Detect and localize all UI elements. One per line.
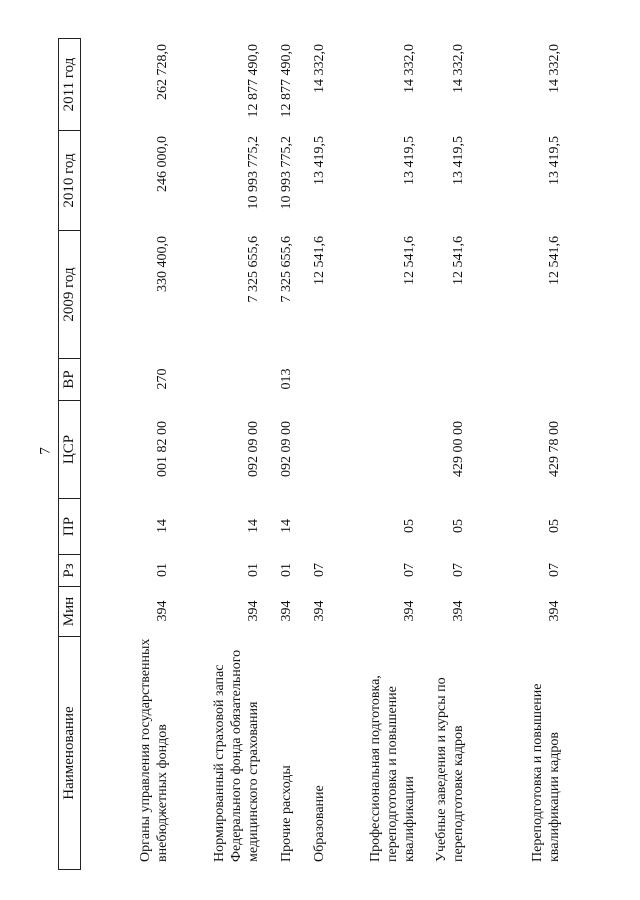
row-min: 394 <box>402 600 417 622</box>
row-csr: 092 09 00 <box>279 421 294 477</box>
row-pr: 14 <box>279 519 294 533</box>
row-2009: 7 325 655,6 <box>279 236 294 303</box>
row-name: Профессиональная подготовка, переподготовка и повышение квалификации <box>368 675 417 862</box>
row-pr: 14 <box>155 519 170 533</box>
row-csr: 429 78 00 <box>547 421 562 477</box>
header-2011: 2011 год <box>59 38 80 130</box>
row-csr: 092 09 00 <box>246 421 261 477</box>
table-row <box>425 38 467 870</box>
row-2009: 12 541,6 <box>547 236 562 285</box>
row-name: Учебные заведения и курсы по переподготовке кадров <box>434 677 466 862</box>
row-rz: 01 <box>279 563 294 577</box>
row-2011: 12 877 490,0 <box>279 44 294 118</box>
row-2011: 262 728,0 <box>155 44 170 100</box>
row-2011: 14 332,0 <box>451 44 466 93</box>
row-pr: 05 <box>402 519 417 533</box>
row-2009: 12 541,6 <box>402 236 417 285</box>
row-rz: 07 <box>547 563 562 577</box>
header-name: Наименование <box>59 636 80 870</box>
row-rz: 07 <box>312 563 327 577</box>
row-csr: 001 82 00 <box>155 421 170 477</box>
header-2010: 2010 год <box>59 130 80 230</box>
row-2011: 12 877 490,0 <box>246 44 261 118</box>
row-2010: 13 419,5 <box>312 136 327 185</box>
row-name: Образование <box>312 785 327 862</box>
row-min: 394 <box>451 600 466 622</box>
row-2010: 10 993 775,2 <box>279 136 294 210</box>
row-2009: 330 400,0 <box>155 236 170 292</box>
row-rz: 07 <box>402 563 417 577</box>
header-pr: ПР <box>59 498 80 554</box>
header-rz: Рз <box>59 554 80 586</box>
row-csr: 429 00 00 <box>451 421 466 477</box>
table-row <box>346 38 418 870</box>
header-csr: ЦСР <box>59 400 80 498</box>
row-vr: 013 <box>279 368 294 390</box>
row-2011: 14 332,0 <box>547 44 562 93</box>
row-2010: 246 000,0 <box>155 136 170 192</box>
row-min: 394 <box>547 600 562 622</box>
row-2010: 13 419,5 <box>547 136 562 185</box>
row-name: Нормированный страховой запас Федерального фонда обязательного медицинского страхования <box>212 649 261 862</box>
row-rz: 01 <box>155 563 170 577</box>
row-rz: 07 <box>451 563 466 577</box>
header-vr: ВР <box>59 358 80 400</box>
row-2011: 14 332,0 <box>312 44 327 93</box>
row-2010: 13 419,5 <box>402 136 417 185</box>
row-pr: 05 <box>547 519 562 533</box>
row-2010: 13 419,5 <box>451 136 466 185</box>
row-name: Органы управления государственных внебюджетных фондов <box>138 638 170 862</box>
table-row <box>95 38 171 870</box>
row-min: 394 <box>312 600 327 622</box>
row-2010: 10 993 775,2 <box>246 136 261 210</box>
row-pr: 14 <box>246 519 261 533</box>
row-2009: 12 541,6 <box>451 236 466 285</box>
table-row <box>501 38 563 870</box>
row-name: Прочие расходы <box>279 765 294 862</box>
table-row <box>267 38 295 870</box>
page-number: 7 <box>37 447 54 455</box>
header-2009: 2009 год <box>59 230 80 358</box>
table-row <box>190 38 262 870</box>
header-min: Мин <box>59 586 80 636</box>
row-pr: 05 <box>451 519 466 533</box>
row-vr: 270 <box>155 368 170 390</box>
budget-table <box>58 38 588 870</box>
row-2011: 14 332,0 <box>402 44 417 93</box>
row-min: 394 <box>155 600 170 622</box>
row-min: 394 <box>279 600 294 622</box>
row-rz: 01 <box>246 563 261 577</box>
row-2009: 7 325 655,6 <box>246 236 261 303</box>
table-row <box>300 38 328 870</box>
row-name: Переподготовка и повышение квалификации кадров <box>530 683 562 862</box>
row-2009: 12 541,6 <box>312 236 327 285</box>
table-header <box>58 38 81 870</box>
row-min: 394 <box>246 600 261 622</box>
